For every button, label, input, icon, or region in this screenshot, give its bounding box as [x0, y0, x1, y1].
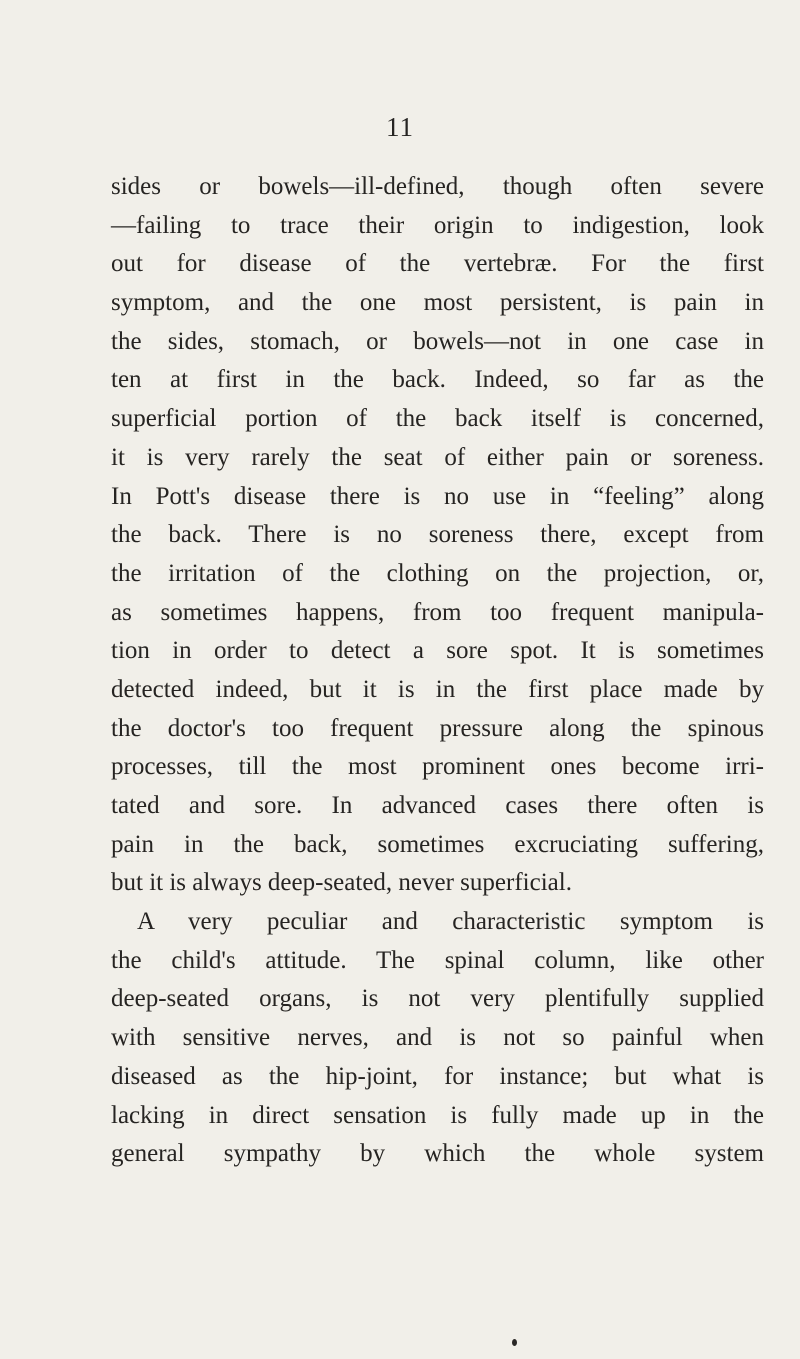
text-line: tated and sore. In advanced cases there often is [111, 792, 764, 819]
text-line: it is very rarely the seat of either pain or soreness. [111, 443, 764, 471]
text-line: processes, till the most prominent ones become irri- [111, 753, 764, 781]
text-line: general sympathy by which the whole system [111, 1140, 764, 1168]
text-line: superficial portion of the back itself is concerned, [111, 405, 764, 433]
text-line: symptom, and the one most persistent, is pain in [111, 289, 764, 317]
text-line: A very peculiar and characteristic symptom is [137, 908, 764, 936]
text-line: out for disease of the vertebræ. For the first [111, 250, 764, 278]
text-line: with sensitive nerves, and is not so painful when [111, 1024, 764, 1052]
text-line: detected indeed, but it is in the first place made by [111, 675, 764, 703]
page-number: 11 [386, 112, 414, 142]
text-line: sides or bowels—ill-defined, though often severe [111, 173, 764, 200]
text-line: pain in the back, sometimes excruciating suffering, [111, 830, 764, 858]
body-text [111, 168, 764, 1174]
text-line: the sides, stomach, or bowels—not in one case in [111, 327, 764, 355]
text-line: the child's attitude. The spinal column, like other [111, 946, 764, 974]
text-line: tion in order to detect a sore spot. It is sometimes [111, 637, 764, 665]
text-line: but it is always deep-seated, never superficial. [111, 869, 572, 897]
text-line: the back. There is no soreness there, except from [111, 521, 764, 549]
ink-speck [512, 1339, 517, 1346]
text-line: deep-seated organs, is not very plentifully supplied [111, 985, 764, 1013]
text-line: In Pott's disease there is no use in “feeling” along [111, 482, 764, 510]
text-line: diseased as the hip-joint, for instance; but what is [111, 1062, 764, 1090]
text-line: the doctor's too frequent pressure along the spinous [111, 714, 764, 742]
text-line: lacking in direct sensation is fully made up in the [111, 1101, 764, 1129]
text-line: as sometimes happens, from too frequent manipula- [111, 598, 764, 626]
text-line: —failing to trace their origin to indigestion, look [111, 211, 764, 239]
text-line: the irritation of the clothing on the projection, or, [111, 559, 764, 587]
text-line: ten at first in the back. Indeed, so far as the [111, 366, 764, 394]
